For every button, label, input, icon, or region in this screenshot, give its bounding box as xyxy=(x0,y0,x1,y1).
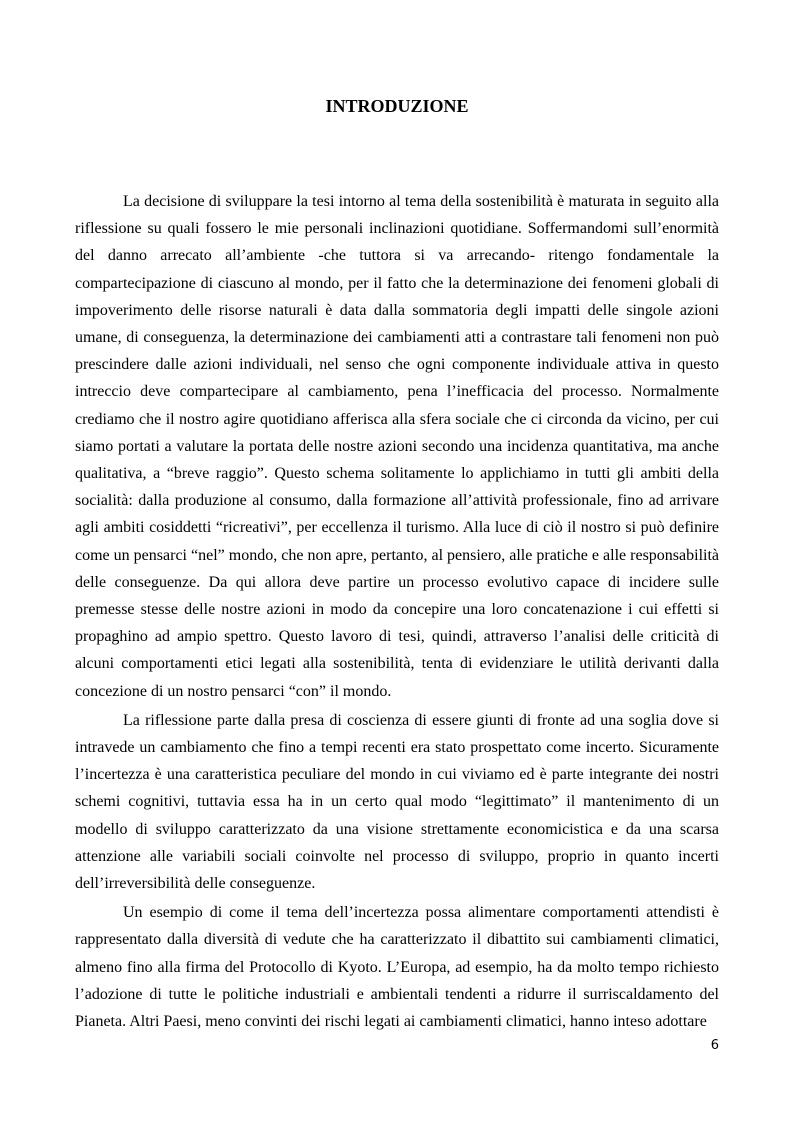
body-text xyxy=(75,188,719,1035)
paragraph-3: Un esempio di come il tema dell’incertezza possa alimentare comportamenti attendisti è rappresentato dalla diversità di vedute che ha caratterizzato il dibattito sui cambiamenti climatici, almeno fino alla firma del Protocollo di Kyoto. L’Europa, ad esempio, ha da molto tempo richiesto l’adozione di tutte le politiche industriali e ambientali tendenti a ridurre il surriscaldamento del Pianeta. Altri Paesi, meno convinti dei rischi legati ai cambiamenti climatici, hanno inteso adottare xyxy=(75,904,719,1031)
paragraph-1: La decisione di sviluppare la tesi intorno al tema della sostenibilità è maturata in seguito alla riflessione su quali fossero le mie personali inclinazioni quotidiane. Soffermandomi sull’enormità del danno arrecato all’ambiente -che tuttora si va arrecando- ritengo fondamentale la compartecipazione di ciascuno al mondo, per il fatto che la determinazione dei fenomeni globali di impoverimento delle risorse naturali è data dalla sommatoria degli impatti delle singole azioni umane, di conseguenza, la determinazione dei cambiamenti atti a contrastare tali fenomeni non può prescindere dalle azioni individuali, nel senso che ogni componente individuale attiva in questo intreccio deve compartecipare al cambiamento, pena l’inefficacia del processo. Normalmente crediamo che il nostro agire quotidiano afferisca alla sfera sociale che ci circonda da vicino, per cui siamo portati a valutare la portata delle nostre azioni secondo una incidenza quantitativa, ma anche qualitativa, a “breve raggio”. Questo schema solitamente lo applichiamo in tutti gli ambiti della socialità: dalla produzione al consumo, dalla formazione all’attività professionale, fino ad arrivare agli ambiti cosiddetti “ricreativi”, per eccellenza il turismo. Alla luce di ciò il nostro si può definire come un pensarci “nel” mondo, che non apre, pertanto, al pensiero, alle pratiche e alle responsabilità delle conseguenze. Da qui allora deve partire un processo evolutivo capace di incidere sulle premesse stesse delle nostre azioni in modo da concepire una loro concatenazione i cui effetti si propaghino ad ampio spettro. Questo lavoro di tesi, quindi, attraverso l’analisi delle criticità di alcuni comportamenti etici legati alla sostenibilità, tenta di evidenziare le utilità derivanti dalla concezione di un nostro pensarci “con” il mondo. xyxy=(75,193,719,700)
page-title: INTRODUZIONE xyxy=(325,96,469,116)
paragraph-2: La riflessione parte dalla presa di coscienza di essere giunti di fronte ad una soglia dove si intravede un cambiamento che fino a tempi recenti era stato prospettato come incerto. Sicuramente l’incertezza è una caratteristica peculiare del mondo in cui viviamo ed è parte integrante dei nostri schemi cognitivi, tuttavia essa ha in un certo qual modo “legittimato” il mantenimento di un modello di sviluppo caratterizzato da una visione strettamente economicistica e da una scarsa attenzione alle variabili sociali coinvolte nel processo di sviluppo, proprio in quanto incerti dell’irreversibilità delle conseguenze. xyxy=(75,711,719,893)
page-number: 6 xyxy=(710,1038,719,1053)
